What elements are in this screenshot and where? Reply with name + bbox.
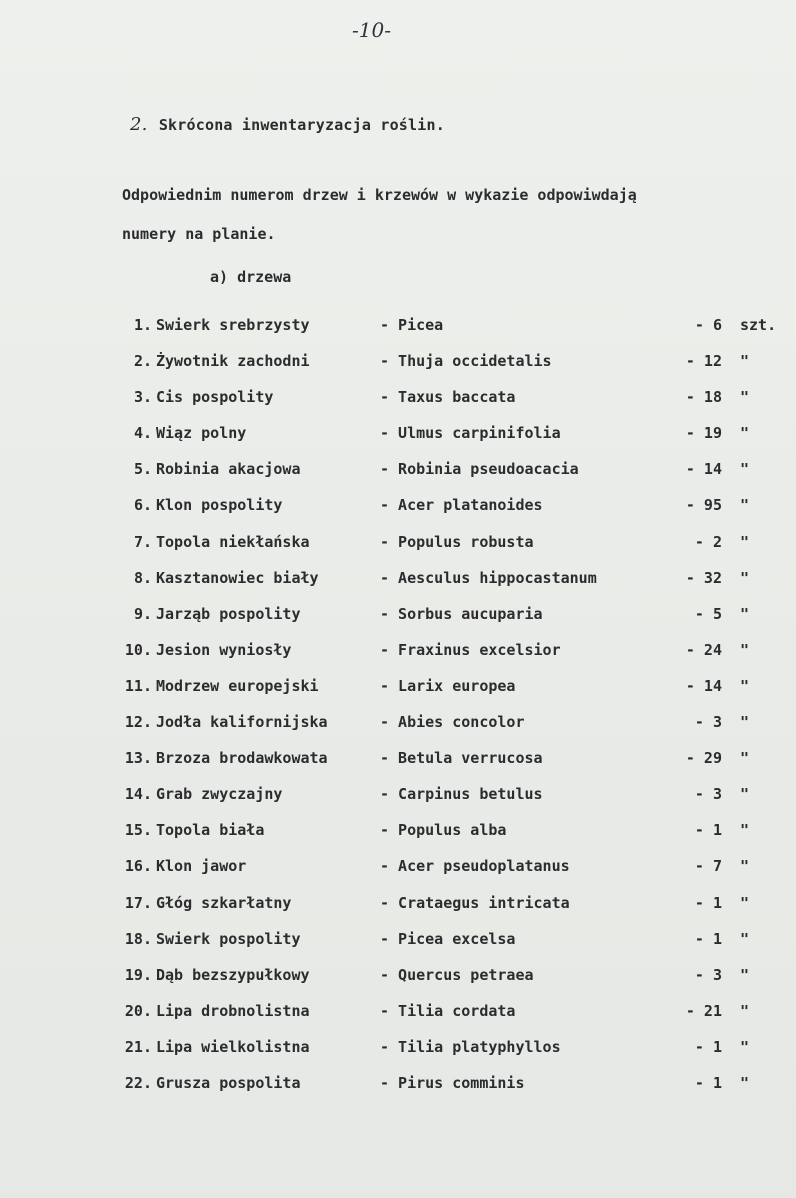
- list-item: [0, 384, 796, 420]
- polish-name: Jesion wyniosły: [156, 640, 292, 659]
- list-item: [0, 1034, 796, 1070]
- count-unit: ": [740, 785, 750, 804]
- tree-count: - 1: [694, 929, 722, 948]
- count-unit: ": [740, 496, 750, 515]
- latin-name: - Picea: [380, 316, 444, 334]
- tree-number: 17.: [124, 893, 152, 912]
- latin-name: - Pirus comminis: [380, 1073, 525, 1092]
- intro-paragraph: [122, 176, 762, 254]
- tree-count: - 3: [694, 713, 722, 732]
- latin-name: - Larix europea: [380, 676, 516, 695]
- intro-line-2: numery na planie.: [122, 225, 276, 243]
- tree-number: 16.: [124, 857, 152, 876]
- list-item: [0, 601, 796, 637]
- latin-name: - Taxus baccata: [380, 388, 516, 407]
- latin-name: - Aesculus hippocastanum: [380, 568, 597, 587]
- count-unit: ": [740, 1037, 750, 1056]
- list-item: [0, 890, 796, 926]
- tree-list: [0, 312, 796, 1106]
- tree-number: 13.: [124, 749, 152, 768]
- latin-name: - Abies concolor: [380, 713, 525, 732]
- count-unit: ": [740, 713, 750, 732]
- tree-count: - 14: [685, 676, 722, 695]
- count-unit: ": [740, 424, 750, 443]
- count-unit: ": [740, 965, 750, 984]
- latin-name: - Populus robusta: [380, 532, 534, 551]
- tree-count: - 1: [694, 893, 722, 912]
- count-unit: ": [740, 388, 750, 407]
- latin-name: - Fraxinus excelsior: [380, 640, 561, 659]
- polish-name: Głóg szkarłatny: [156, 893, 292, 912]
- tree-count: - 19: [685, 424, 722, 443]
- tree-number: 22.: [124, 1073, 152, 1092]
- intro-line-1: Odpowiednim numerom drzew i krzewów w wykazie odpowiwdają: [122, 186, 637, 204]
- tree-number: 11.: [124, 676, 152, 695]
- polish-name: Swierk pospolity: [156, 929, 301, 948]
- tree-number: 8.: [133, 568, 152, 587]
- latin-name: - Carpinus betulus: [380, 785, 543, 804]
- list-item: [0, 529, 796, 565]
- count-unit: ": [740, 929, 750, 948]
- polish-name: Klon pospolity: [156, 496, 283, 515]
- tree-count: - 3: [694, 785, 722, 804]
- polish-name: Brzoza brodawkowata: [156, 749, 328, 768]
- latin-name: - Acer platanoides: [380, 496, 543, 515]
- tree-count: - 14: [685, 460, 722, 479]
- polish-name: Modrzew europejski: [156, 676, 319, 695]
- list-item: [0, 1070, 796, 1106]
- latin-name: - Thuja occidetalis: [380, 352, 552, 371]
- tree-count: - 18: [685, 388, 722, 407]
- section-title: [130, 114, 445, 135]
- count-unit: ": [740, 1001, 750, 1020]
- count-unit: ": [740, 352, 750, 371]
- list-item: [0, 456, 796, 492]
- tree-number: 2.: [133, 352, 152, 371]
- tree-count: - 24: [685, 640, 722, 659]
- polish-name: Topola biała: [156, 821, 265, 840]
- tree-count: - 1: [694, 821, 722, 840]
- tree-count: - 95: [685, 496, 722, 515]
- tree-number: 10.: [124, 640, 152, 659]
- tree-number: 6.: [133, 496, 152, 515]
- polish-name: Klon jawor: [156, 857, 247, 876]
- tree-count: - 1: [694, 1073, 722, 1092]
- page-number: -10-: [352, 18, 391, 42]
- tree-number: 1.: [133, 316, 152, 334]
- list-item: [0, 745, 796, 781]
- tree-count: - 2: [694, 532, 722, 551]
- tree-number: 4.: [133, 424, 152, 443]
- tree-number: 7.: [133, 532, 152, 551]
- list-item: [0, 781, 796, 817]
- latin-name: - Betula verrucosa: [380, 749, 543, 768]
- latin-name: - Robinia pseudoacacia: [380, 460, 579, 479]
- tree-count: - 32: [685, 568, 722, 587]
- count-unit: ": [740, 532, 750, 551]
- polish-name: Robinia akacjowa: [156, 460, 301, 479]
- tree-number: 14.: [124, 785, 152, 804]
- polish-name: Żywotnik zachodni: [156, 352, 310, 371]
- tree-count: - 29: [685, 749, 722, 768]
- list-item: [0, 926, 796, 962]
- tree-number: 15.: [124, 821, 152, 840]
- tree-count: - 21: [685, 1001, 722, 1020]
- polish-name: Cis pospolity: [156, 388, 274, 407]
- latin-name: - Acer pseudoplatanus: [380, 857, 570, 876]
- polish-name: Lipa drobnolistna: [156, 1001, 310, 1020]
- polish-name: Lipa wielkolistna: [156, 1037, 310, 1056]
- tree-count: - 7: [694, 857, 722, 876]
- latin-name: - Picea excelsa: [380, 929, 516, 948]
- section-number: 2.: [130, 114, 148, 135]
- tree-number: 3.: [133, 388, 152, 407]
- count-unit: ": [740, 749, 750, 768]
- latin-name: - Crataegus intricata: [380, 893, 570, 912]
- section-title-text: Skrócona inwentaryzacja roślin.: [158, 116, 445, 134]
- polish-name: Kasztanowiec biały: [156, 568, 319, 587]
- polish-name: Jodła kalifornijska: [156, 713, 328, 732]
- latin-name: - Tilia platyphyllos: [380, 1037, 561, 1056]
- polish-name: Dąb bezszypułkowy: [156, 965, 310, 984]
- tree-count: - 6: [694, 316, 722, 334]
- list-item: [0, 853, 796, 889]
- polish-name: Grusza pospolita: [156, 1073, 301, 1092]
- count-unit: szt.: [740, 316, 777, 334]
- count-unit: ": [740, 821, 750, 840]
- tree-number: 20.: [124, 1001, 152, 1020]
- list-item: [0, 492, 796, 528]
- tree-number: 19.: [124, 965, 152, 984]
- list-item: [0, 709, 796, 745]
- list-item: [0, 312, 796, 348]
- latin-name: - Quercus petraea: [380, 965, 534, 984]
- tree-number: 18.: [124, 929, 152, 948]
- count-unit: ": [740, 1073, 750, 1092]
- polish-name: Jarząb pospolity: [156, 604, 301, 623]
- tree-number: 12.: [124, 713, 152, 732]
- tree-count: - 12: [685, 352, 722, 371]
- count-unit: ": [740, 676, 750, 695]
- latin-name: - Ulmus carpinifolia: [380, 424, 561, 443]
- tree-count: - 5: [694, 604, 722, 623]
- polish-name: Swierk srebrzysty: [156, 316, 310, 334]
- list-item: [0, 998, 796, 1034]
- count-unit: ": [740, 640, 750, 659]
- count-unit: ": [740, 893, 750, 912]
- latin-name: - Sorbus aucuparia: [380, 604, 543, 623]
- tree-count: - 1: [694, 1037, 722, 1056]
- list-item: [0, 637, 796, 673]
- polish-name: Wiąz polny: [156, 424, 247, 443]
- polish-name: Grab zwyczajny: [156, 785, 283, 804]
- list-item: [0, 673, 796, 709]
- list-item: [0, 817, 796, 853]
- tree-number: 9.: [133, 604, 152, 623]
- subheading-trees: a) drzewa: [210, 268, 292, 286]
- count-unit: ": [740, 568, 750, 587]
- tree-number: 5.: [133, 460, 152, 479]
- list-item: [0, 565, 796, 601]
- count-unit: ": [740, 857, 750, 876]
- count-unit: ": [740, 604, 750, 623]
- list-item: [0, 348, 796, 384]
- list-item: [0, 962, 796, 998]
- polish-name: Topola niekłańska: [156, 532, 310, 551]
- tree-number: 21.: [124, 1037, 152, 1056]
- list-item: [0, 420, 796, 456]
- count-unit: ": [740, 460, 750, 479]
- tree-count: - 3: [694, 965, 722, 984]
- latin-name: - Populus alba: [380, 821, 507, 840]
- latin-name: - Tilia cordata: [380, 1001, 516, 1020]
